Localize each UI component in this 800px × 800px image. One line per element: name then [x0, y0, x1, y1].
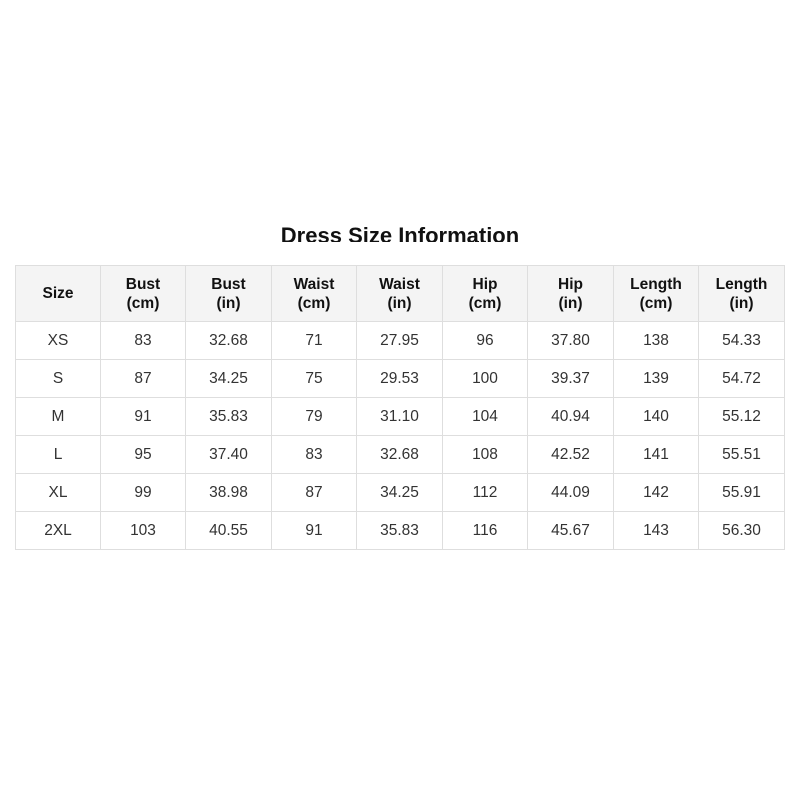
- table-cell: 91: [272, 512, 357, 550]
- header-label: Hip: [472, 275, 498, 293]
- table-cell: S: [16, 360, 101, 398]
- header-unit: (in): [387, 294, 412, 312]
- table-cell: 91: [101, 398, 186, 436]
- header-label: Size: [42, 285, 74, 302]
- table-cell: 55.51: [699, 436, 785, 474]
- header-label: Hip: [558, 275, 583, 293]
- header-label: Bust: [125, 275, 161, 293]
- table-cell: 42.52: [528, 436, 614, 474]
- table-cell: 99: [101, 474, 186, 512]
- table-cell: 143: [614, 512, 699, 550]
- table-cell: 100: [443, 360, 528, 398]
- header-label: Length: [715, 275, 768, 293]
- header-unit: (cm): [297, 294, 331, 312]
- table-cell: 55.91: [699, 474, 785, 512]
- table-cell: 32.68: [357, 436, 443, 474]
- header-unit: (in): [558, 294, 583, 312]
- header-bust-in: [186, 266, 272, 322]
- table-row: [16, 474, 785, 512]
- table-cell: M: [16, 398, 101, 436]
- table-cell: L: [16, 436, 101, 474]
- table-cell: 55.12: [699, 398, 785, 436]
- table-cell: 108: [443, 436, 528, 474]
- table-cell: 75: [272, 360, 357, 398]
- table-cell: 31.10: [357, 398, 443, 436]
- header-unit: (cm): [468, 294, 502, 312]
- table-cell: 142: [614, 474, 699, 512]
- header-unit: (in): [216, 294, 241, 312]
- table-cell: 40.94: [528, 398, 614, 436]
- table-cell: 54.33: [699, 322, 785, 360]
- header-bust-cm: [101, 266, 186, 322]
- table-cell: 40.55: [186, 512, 272, 550]
- table-cell: 83: [101, 322, 186, 360]
- header-length-in: [699, 266, 785, 322]
- table-cell: 29.53: [357, 360, 443, 398]
- table-cell: 87: [101, 360, 186, 398]
- table-cell: 79: [272, 398, 357, 436]
- header-label: Bust: [211, 275, 246, 293]
- header-waist-cm: [272, 266, 357, 322]
- table-cell: 54.72: [699, 360, 785, 398]
- table-row: [16, 436, 785, 474]
- table-cell: 27.95: [357, 322, 443, 360]
- table-cell: 83: [272, 436, 357, 474]
- table-cell: 140: [614, 398, 699, 436]
- table-cell: 38.98: [186, 474, 272, 512]
- table-cell: 2XL: [16, 512, 101, 550]
- table-cell: 32.68: [186, 322, 272, 360]
- table-cell: 103: [101, 512, 186, 550]
- table-cell: 95: [101, 436, 186, 474]
- header-waist-in: [357, 266, 443, 322]
- title-clip: [0, 222, 800, 242]
- page-title: Dress Size Information: [280, 223, 520, 242]
- table-cell: 87: [272, 474, 357, 512]
- table-cell: 139: [614, 360, 699, 398]
- table-cell: 116: [443, 512, 528, 550]
- table-row: [16, 398, 785, 436]
- table-cell: XL: [16, 474, 101, 512]
- table-cell: 45.67: [528, 512, 614, 550]
- header-label: Length: [630, 275, 682, 293]
- header-label: Waist: [379, 275, 420, 293]
- table-cell: 104: [443, 398, 528, 436]
- table-cell: 112: [443, 474, 528, 512]
- table-cell: 34.25: [186, 360, 272, 398]
- table-cell: 37.40: [186, 436, 272, 474]
- table-row: [16, 360, 785, 398]
- table-row: [16, 512, 785, 550]
- table-cell: 35.83: [186, 398, 272, 436]
- table-row: [16, 322, 785, 360]
- table-cell: 35.83: [357, 512, 443, 550]
- table-cell: XS: [16, 322, 101, 360]
- size-table: [15, 265, 785, 550]
- table-cell: 56.30: [699, 512, 785, 550]
- table-cell: 44.09: [528, 474, 614, 512]
- header-label: Waist: [293, 275, 335, 293]
- header-unit: (cm): [126, 294, 160, 312]
- table-cell: 138: [614, 322, 699, 360]
- header-length-cm: [614, 266, 699, 322]
- header-hip-in: [528, 266, 614, 322]
- table-cell: 37.80: [528, 322, 614, 360]
- table-cell: 39.37: [528, 360, 614, 398]
- header-row: [16, 266, 785, 322]
- header-unit: (cm): [639, 294, 673, 312]
- header-size: [16, 266, 101, 322]
- table-cell: 96: [443, 322, 528, 360]
- header-hip-cm: [443, 266, 528, 322]
- table-cell: 34.25: [357, 474, 443, 512]
- table-cell: 71: [272, 322, 357, 360]
- table-cell: 141: [614, 436, 699, 474]
- header-unit: (in): [729, 294, 754, 312]
